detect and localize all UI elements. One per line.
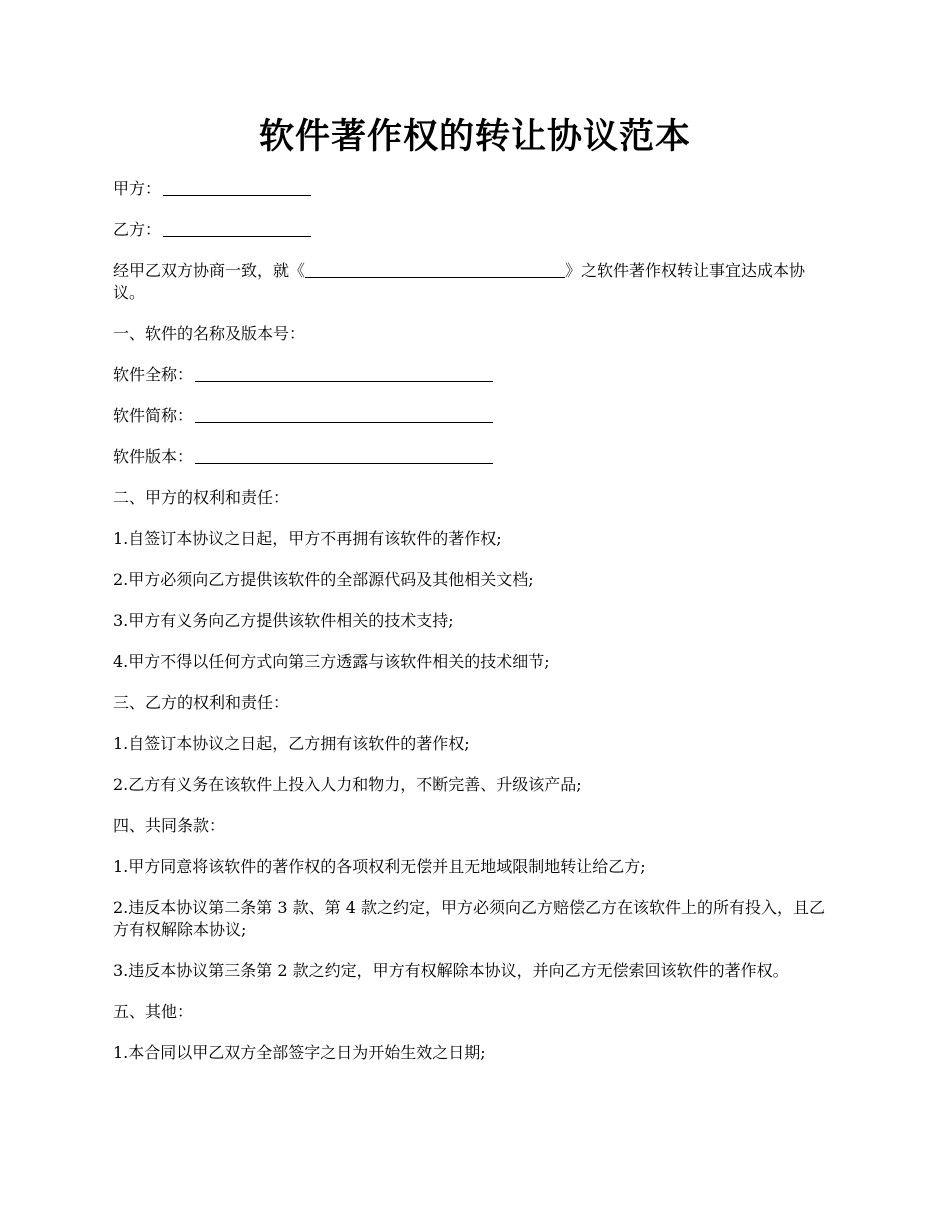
- section-2-item: 1.自签订本协议之日起，甲方不再拥有该软件的著作权;: [113, 529, 502, 548]
- section-2-heading: 二、甲方的权利和责任：: [113, 488, 290, 507]
- section-1-heading: 一、软件的名称及版本号：: [113, 324, 306, 343]
- short-name-blank: [195, 406, 493, 423]
- intro-suffix: 》之软件著作权转让事宜达成本协议。: [113, 261, 806, 302]
- full-name-line: [113, 364, 835, 386]
- section-4-item: 2.违反本协议第二条第 3 款、第 4 款之约定，甲方必须向乙方赔偿乙方在该软件上的所有投入，且乙方有权解除本协议;: [113, 898, 825, 939]
- document-body: [113, 178, 835, 1083]
- party-a-label: 甲方：: [113, 179, 162, 198]
- version-label: 软件版本：: [113, 447, 194, 466]
- short-name-line: [113, 405, 835, 427]
- section-5-heading: 五、其他：: [113, 1002, 194, 1021]
- party-a-line: [113, 178, 835, 200]
- version-line: [113, 446, 835, 468]
- intro-prefix: 经甲乙双方协商一致，就《: [113, 261, 306, 280]
- section-4-heading: 四、共同条款：: [113, 816, 226, 835]
- full-name-label: 软件全称：: [113, 365, 194, 384]
- party-b-line: [113, 219, 835, 241]
- intro-paragraph: [113, 260, 835, 304]
- section-3-item: 1.自签订本协议之日起，乙方拥有该软件的著作权;: [113, 734, 470, 753]
- version-blank: [195, 447, 493, 464]
- party-a-blank: [163, 179, 311, 196]
- document-title: 软件著作权的转让协议范本: [258, 116, 691, 157]
- section-4-item: 3.违反本协议第三条第 2 款之约定，甲方有权解除本协议，并向乙方无偿索回该软件的著作权。: [113, 961, 789, 980]
- section-2-item: 2.甲方必须向乙方提供该软件的全部源代码及其他相关文档;: [113, 570, 534, 589]
- section-3-heading: 三、乙方的权利和责任：: [113, 693, 290, 712]
- full-name-blank: [195, 365, 493, 382]
- section-2-item: 4.甲方不得以任何方式向第三方透露与该软件相关的技术细节;: [113, 652, 550, 671]
- section-5-item: 1.本合同以甲乙双方全部签字之日为开始生效之日期;: [113, 1043, 486, 1062]
- short-name-label: 软件简称：: [113, 406, 194, 425]
- section-3-item: 2.乙方有义务在该软件上投入人力和物力，不断完善、升级该产品;: [113, 775, 582, 794]
- software-title-blank: [305, 261, 565, 278]
- section-4-item: 1.甲方同意将该软件的著作权的各项权利无偿并且无地域限制地转让给乙方;: [113, 857, 646, 876]
- party-b-blank: [163, 220, 311, 237]
- section-2-item: 3.甲方有义务向乙方提供该软件相关的技术支持;: [113, 611, 454, 630]
- party-b-label: 乙方：: [113, 220, 162, 239]
